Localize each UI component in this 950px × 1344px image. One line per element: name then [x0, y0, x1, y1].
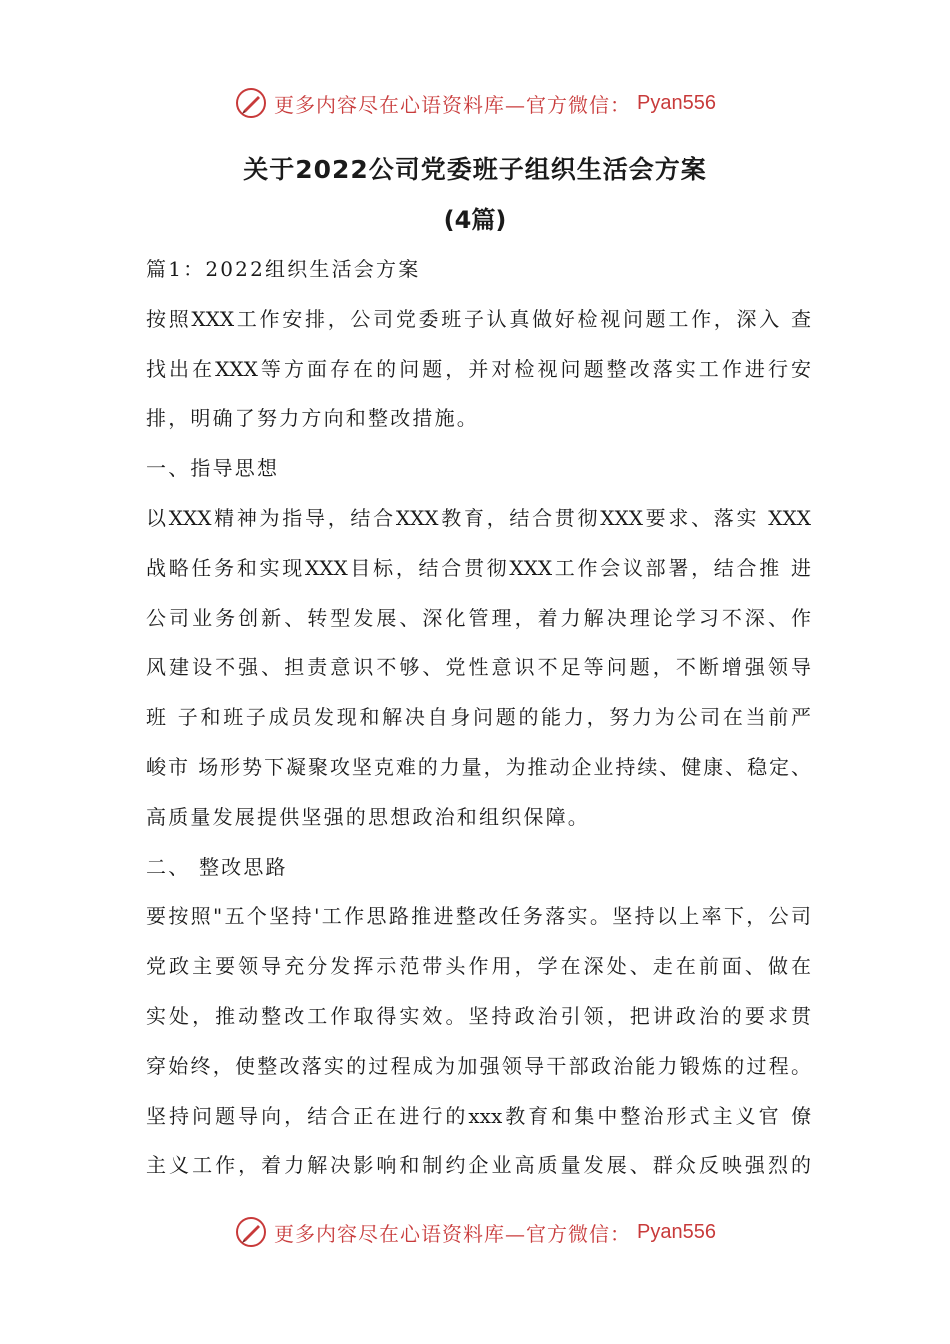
paragraph-line: 战略任务和实现XXX目标，结合贯彻XXX工作会议部署，结合推 进	[146, 555, 811, 580]
paragraph-line: 按照XXX工作安排，公司党委班子认真做好检视问题工作，深入 查	[146, 306, 811, 331]
document-subtitle: (4篇)	[443, 206, 507, 234]
paragraph-line: 高质量发展提供坚强的思想政治和组织保障。	[146, 804, 590, 829]
paragraph-line: 实处，推动整改工作取得实效。坚持政治引领，把讲政治的要求贯	[146, 1003, 811, 1028]
paragraph-line: 以XXX精神为指导，结合XXX教育，结合贯彻XXX要求、落实 XXX	[146, 505, 811, 530]
pen-logo-icon	[234, 1215, 268, 1249]
paragraph-line: 穿始终，使整改落实的过程成为加强领导干部政治能力锻炼的过程。	[146, 1053, 811, 1078]
section-heading-rectification: 二、 整改思路	[146, 854, 288, 879]
watermark-handle: Pyan556	[637, 1220, 716, 1243]
watermark-bottom	[0, 1212, 950, 1252]
watermark-top	[0, 83, 950, 123]
watermark-handle: Pyan556	[637, 91, 716, 114]
watermark-text: 更多内容尽在心语资料库—官方微信：	[274, 1221, 632, 1246]
paragraph-line: 风建设不强、担责意识不够、党性意识不足等问题，不断增强领导	[146, 655, 811, 680]
paragraph-line: 坚持问题导向，结合正在进行的xxx教育和集中整治形式主义官 僚	[146, 1103, 811, 1128]
document-title: 关于2022公司党委班子组织生活会方案	[243, 155, 707, 184]
watermark-text: 更多内容尽在心语资料库—官方微信：	[274, 92, 632, 117]
paragraph-line: 主义工作，着力解决影响和制约企业高质量发展、群众反映强烈的	[146, 1153, 811, 1178]
paragraph-line: 班 子和班子成员发现和解决自身问题的能力，努力为公司在当前严	[146, 705, 811, 730]
pen-logo-icon	[234, 86, 268, 120]
paragraph-line: 党政主要领导充分发挥示范带头作用，学在深处、走在前面、做在	[146, 954, 811, 979]
paragraph-line: 要按照"五个坚持'工作思路推进整改任务落实。坚持以上率下，公司	[146, 904, 811, 929]
paragraph-line: 找出在XXX等方面存在的问题，并对检视问题整改落实工作进行安	[146, 356, 811, 381]
document-body	[146, 245, 811, 1191]
paragraph-line: 峻市 场形势下凝聚攻坚克难的力量，为推动企业持续、健康、稳定、	[146, 754, 811, 779]
paragraph-line: 公司业务创新、转型发展、深化管理，着力解决理论学习不深、作	[146, 605, 811, 630]
paragraph-line: 排，明确了努力方向和整改措施。	[146, 406, 479, 431]
section-heading-guiding-thought: 一、指导思想	[146, 456, 280, 481]
section-heading-1: 篇1：2022组织生活会方案	[146, 257, 421, 281]
